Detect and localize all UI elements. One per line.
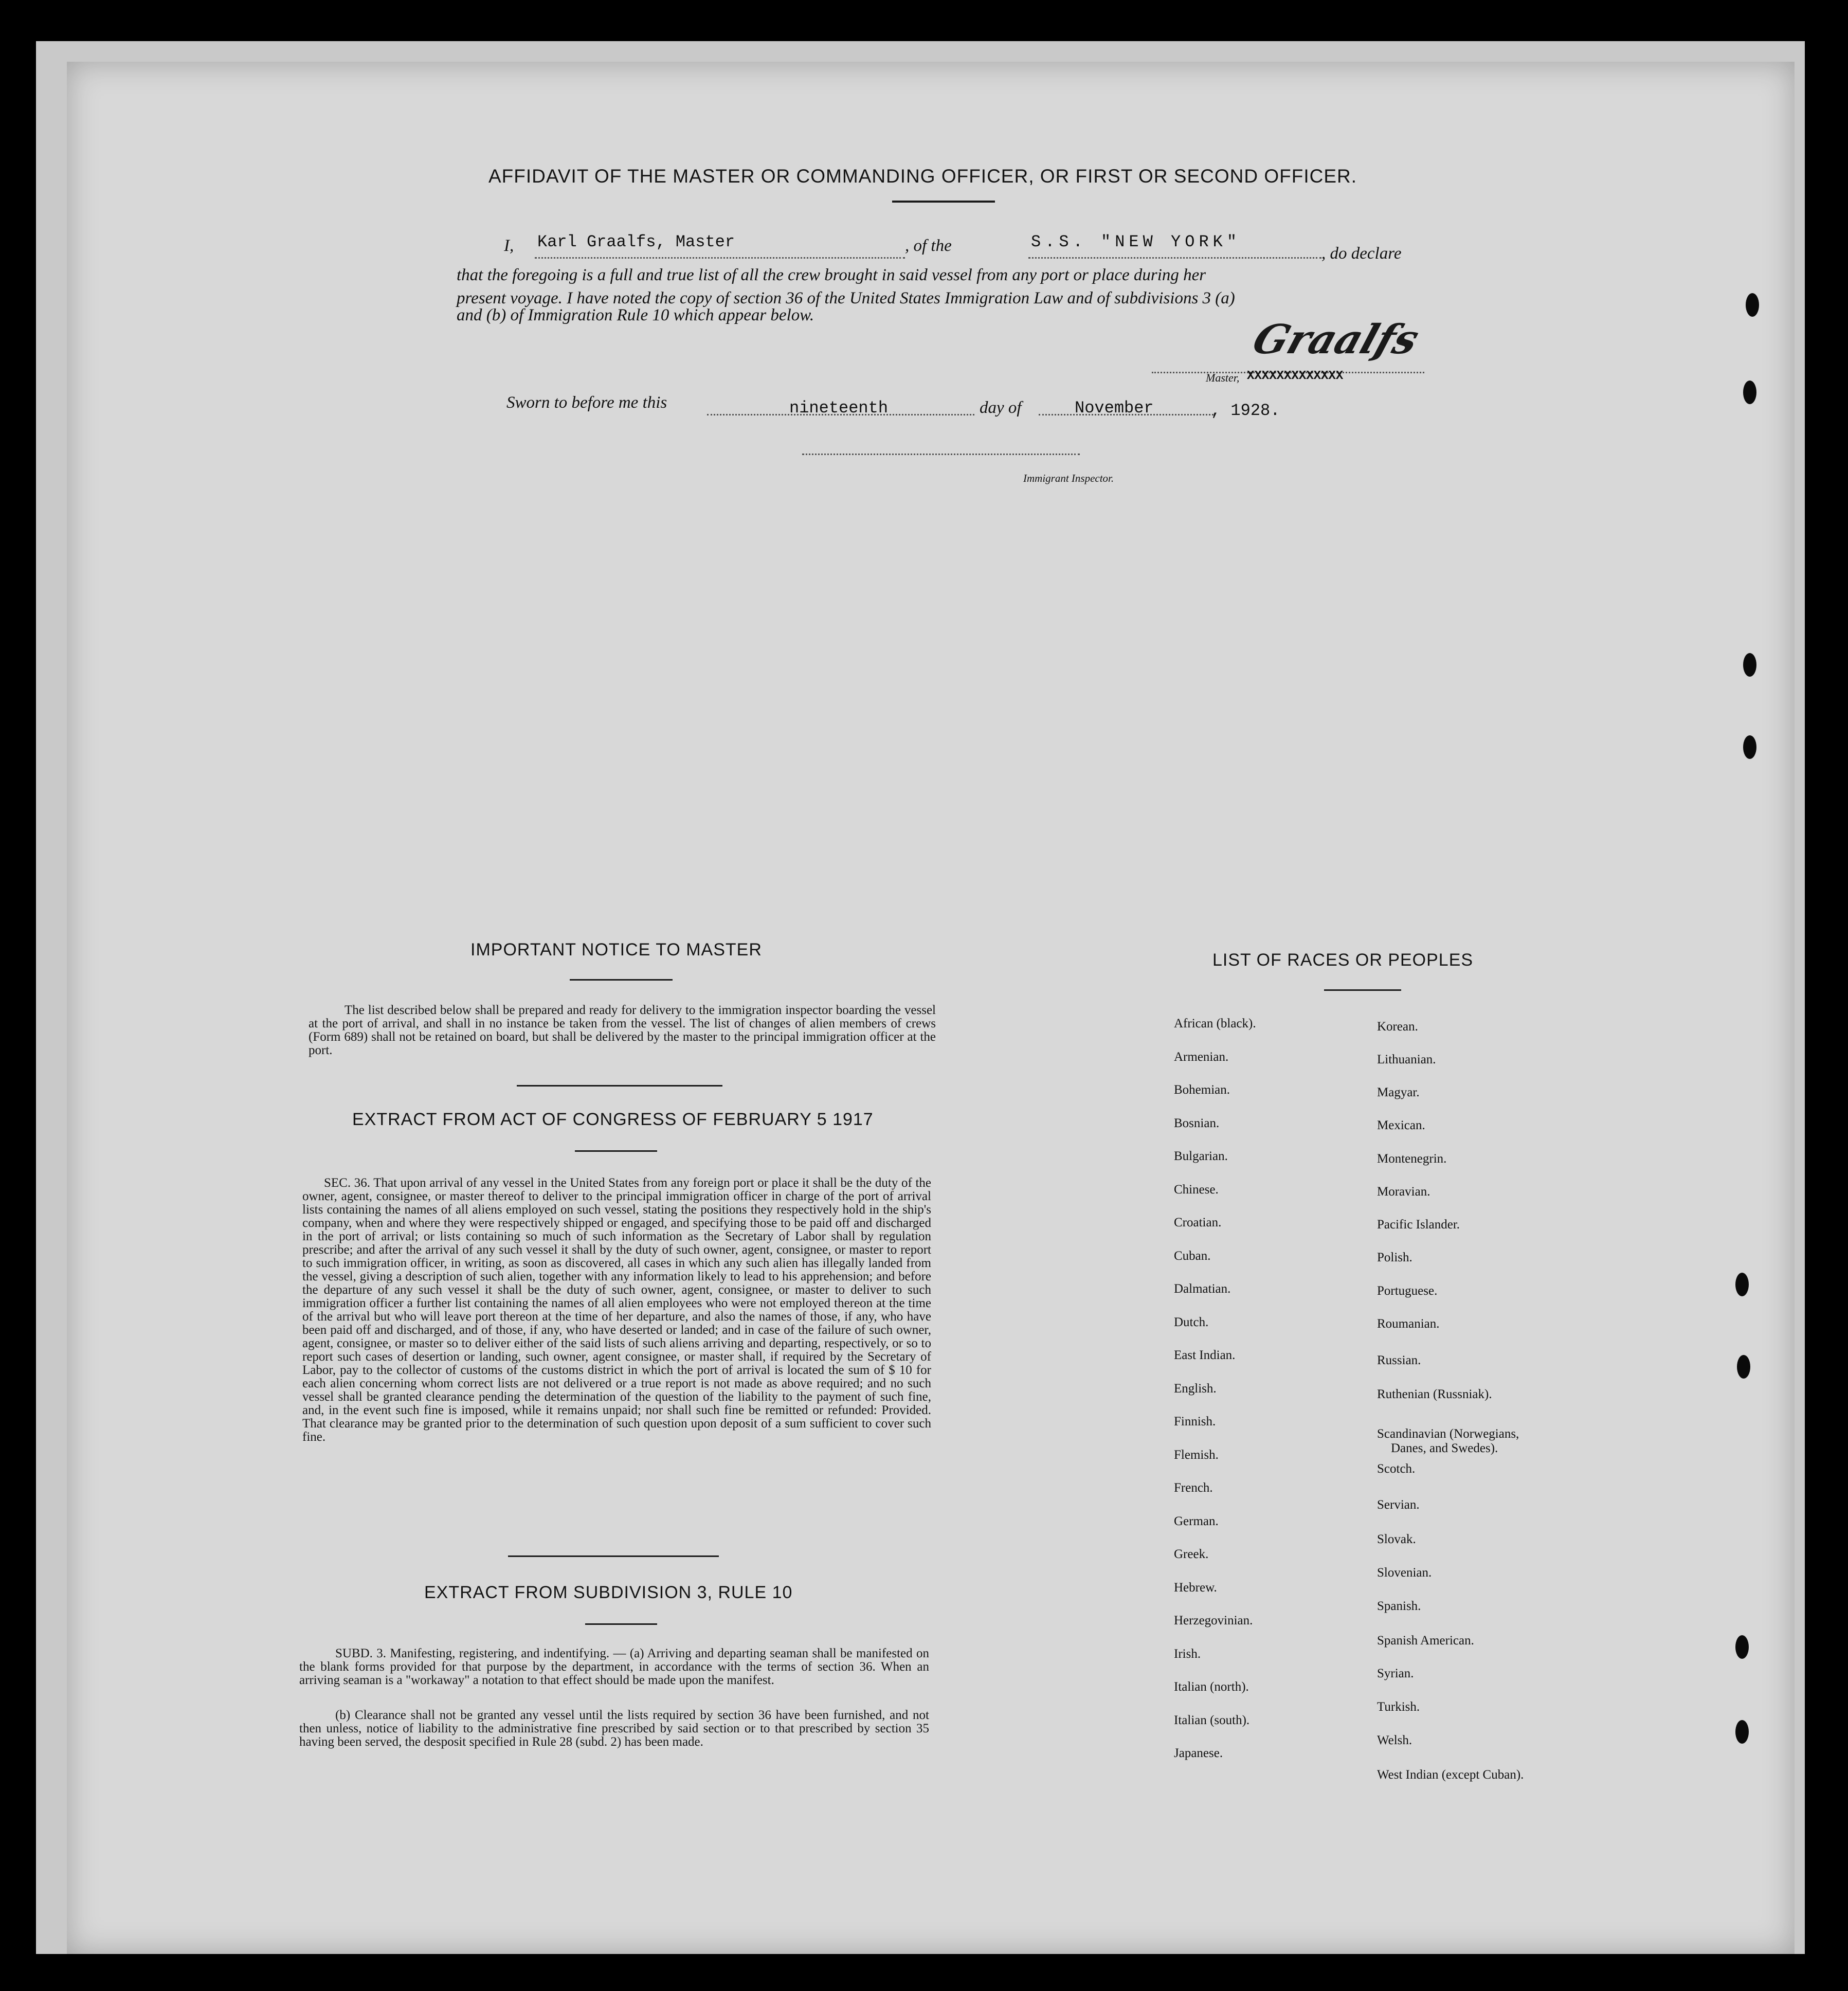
vessel-line — [1028, 257, 1321, 259]
affidavit-line-3: present voyage. I have noted the copy of section 36 of the United States Immigration Law and of subdivisions 3 (a) — [457, 289, 1235, 307]
race-item: Pacific Islander. — [1377, 1218, 1460, 1232]
notice-body: The list described below shall be prepared and ready for delivery to the immigration inspector boarding the vessel at the port of arrival, and shall in no instance be taken from the vessel. The list of changes of alien members of crews (Form 689) shall not be retained on board, but shall be delivered by the master to the principal immigration officer at the port. — [309, 1003, 936, 1057]
race-item: Moravian. — [1377, 1185, 1430, 1199]
races-title: LIST OF RACES OR PEOPLES — [1212, 950, 1474, 970]
race-item: Greek. — [1174, 1547, 1209, 1561]
race-item: Montenegrin. — [1377, 1152, 1447, 1166]
race-item: Scotch. — [1377, 1462, 1416, 1476]
act-rule — [575, 1150, 657, 1152]
race-item: Slovenian. — [1377, 1566, 1432, 1580]
punch-hole — [1735, 1720, 1749, 1744]
rule-extract-para-b: (b) Clearance shall not be granted any vessel until the lists required by section 36 have been furnished, and not then unless, notice of liability to the administrative fine prescribed by said section or to that prescribed by section 35 having been served, the desposit specified in Rule 28 (subd. 2) has been made. — [299, 1708, 929, 1749]
race-item: Syrian. — [1377, 1667, 1414, 1680]
race-item: Croatian. — [1174, 1216, 1222, 1229]
name-line — [535, 257, 905, 259]
race-item: Mexican. — [1377, 1118, 1425, 1132]
race-item: Finnish. — [1174, 1415, 1216, 1428]
race-item: African (black). — [1174, 1017, 1256, 1030]
race-item: Bosnian. — [1174, 1116, 1220, 1130]
month-value: November — [1075, 399, 1154, 418]
race-item: Portuguese. — [1377, 1284, 1438, 1298]
race-item: Danes, and Swedes). — [1391, 1441, 1498, 1455]
race-item: Lithuanian. — [1377, 1053, 1436, 1066]
race-item: Cuban. — [1174, 1248, 1211, 1263]
master-label: Master, — [1206, 371, 1240, 384]
punch-hole — [1735, 1635, 1749, 1659]
race-item: Roumanian. — [1377, 1317, 1440, 1331]
affidavit-line-2: that the foregoing is a full and true list of all the crew brought in said vessel from any port or place during her — [457, 266, 1206, 284]
race-item: Hebrew. — [1174, 1580, 1217, 1595]
race-item: Dutch. — [1174, 1315, 1209, 1329]
race-item: Turkish. — [1377, 1700, 1420, 1714]
punch-hole — [1735, 1273, 1749, 1296]
race-item: Scandinavian (Norwegians, — [1377, 1427, 1519, 1441]
race-item: Flemish. — [1174, 1447, 1219, 1462]
race-item: German. — [1174, 1514, 1219, 1528]
race-item: Welsh. — [1377, 1733, 1412, 1747]
notice-rule — [570, 979, 673, 981]
race-item: Japanese. — [1174, 1746, 1223, 1760]
race-item: East Indian. — [1174, 1348, 1236, 1362]
act-extract-title: EXTRACT FROM ACT OF CONGRESS OF FEBRUARY 5 1917 — [352, 1110, 874, 1129]
master-signature: Graalfs — [1247, 316, 1425, 363]
race-item: Polish. — [1377, 1251, 1412, 1264]
race-item: Herzegovinian. — [1174, 1614, 1253, 1627]
race-item: Spanish American. — [1377, 1634, 1474, 1648]
race-item: French. — [1174, 1481, 1213, 1495]
inspector-label: Immigrant Inspector. — [1023, 472, 1114, 484]
race-item: Italian (north). — [1174, 1680, 1249, 1694]
race-item: Servian. — [1377, 1498, 1420, 1512]
punch-hole — [1743, 735, 1756, 759]
race-item: West Indian (except Cuban). — [1377, 1768, 1524, 1782]
sworn-label: Sworn to before me this — [506, 393, 667, 412]
rule-extract-title: EXTRACT FROM SUBDIVISION 3, RULE 10 — [424, 1583, 793, 1602]
rule-rule — [585, 1623, 657, 1625]
title-rule — [892, 201, 995, 203]
year-value: , 1928. — [1211, 401, 1280, 420]
punch-hole — [1746, 293, 1759, 317]
day-of-label: day of — [980, 399, 1022, 417]
do-declare-label: , do declare — [1321, 244, 1402, 263]
race-item: Bulgarian. — [1174, 1149, 1228, 1163]
struck-title: XXXXXXXXXXXXX — [1247, 369, 1344, 383]
race-item: Bohemian. — [1174, 1083, 1230, 1097]
notice-title: IMPORTANT NOTICE TO MASTER — [470, 940, 762, 960]
vessel-name: S.S. "NEW YORK" — [1031, 232, 1241, 251]
race-item: English. — [1174, 1381, 1217, 1396]
race-item: Ruthenian (Russniak). — [1377, 1387, 1492, 1401]
race-item: Chinese. — [1174, 1182, 1219, 1197]
affidavit-line-4: and (b) of Immigration Rule 10 which appear below. — [457, 306, 814, 324]
punch-hole — [1737, 1355, 1750, 1379]
race-item: Irish. — [1174, 1646, 1201, 1661]
race-item: Magyar. — [1377, 1085, 1420, 1099]
notice-separator — [517, 1085, 722, 1087]
race-item: Spanish. — [1377, 1599, 1421, 1613]
day-value: nineteenth — [789, 399, 889, 418]
race-item: Russian. — [1377, 1353, 1421, 1367]
master-name: Karl Graalfs, Master — [537, 232, 735, 251]
race-item: Armenian. — [1174, 1049, 1229, 1064]
punch-hole — [1743, 653, 1756, 677]
rule-extract-para-a: SUBD. 3. Manifesting, registering, and indentifying. — (a) Arriving and departing seaman shall be manifested on the blank forms provided for that purpose by the department, in accordance with the terms of section 36. When an arriving seaman is a "workaway" a notation to that effect should be made upon the manifest. — [299, 1646, 929, 1687]
act-separator — [508, 1555, 719, 1557]
race-item: Slovak. — [1377, 1532, 1416, 1546]
inspector-line — [802, 454, 1080, 455]
race-item: Korean. — [1377, 1020, 1418, 1034]
affidavit-i: I, — [504, 237, 514, 255]
race-item: Dalmatian. — [1174, 1282, 1231, 1296]
affidavit-title: AFFIDAVIT OF THE MASTER OR COMMANDING OFFICER, OR FIRST OR SECOND OFFICER. — [488, 166, 1357, 187]
of-the-label: , of the — [905, 237, 952, 255]
punch-hole — [1743, 381, 1756, 404]
act-extract-body: SEC. 36. That upon arrival of any vessel in the United States from any foreign port or place it shall be the duty of the owner, agent, consignee, or master thereof to deliver to the principal immigration officer in charge of the port of arrival lists containing the names of all aliens employed on such vessel, stating the positions they respectively hold in the ship's company, when and where they were respectively shipped or engaged, and specifying those to be paid off and discharged in the port of arrival; or lists containing so much of such information as the Secretary of Labor shall by regulation prescribe; and after the arrival of any such vessel it shall by the duty of such owner, agent, consignee, or master to report to such immigration officer, in writing, as soon as discovered, all cases in which any such alien has illegally landed from the vessel, giving a description of such alien, together with any information likely to lead to his apprehension; and before the departure of any such vessel it shall be the duty of such owner, agent, consignee, or master to deliver to such immigration officer a further list containing the names of all alien employees who were not employed thereon at the time of the arrival but who will leave port thereon at the time of her departure, and also the names of those, if any, who have been paid off and discharged, and of those, if any, who have deserted or landed; and in case of the failure of such owner, agent, consignee, or master so to deliver either of the said lists of such aliens arriving and departing, respectively, or so to report such cases of desertion or landing, such owner, agent consignee, or master shall, if required by the Secretary of Labor, pay to the collector of customs of the customs district in which the port of arrival is located the sum of $ 10 for each alien concerning whom correct lists are not delivered or a true report is not made as above required; and no such vessel shall be granted clearance pending the determination of the question of the liability to the payment of such fine, and, in the event such fine is imposed, while it remains unpaid; nor shall such fine be remitted or refunded: Provided. That clearance may be granted prior to the determination of such question upon deposit of a sum sufficient to cover such fine. — [302, 1176, 931, 1444]
race-item: Italian (south). — [1174, 1713, 1250, 1727]
races-rule — [1324, 989, 1401, 991]
